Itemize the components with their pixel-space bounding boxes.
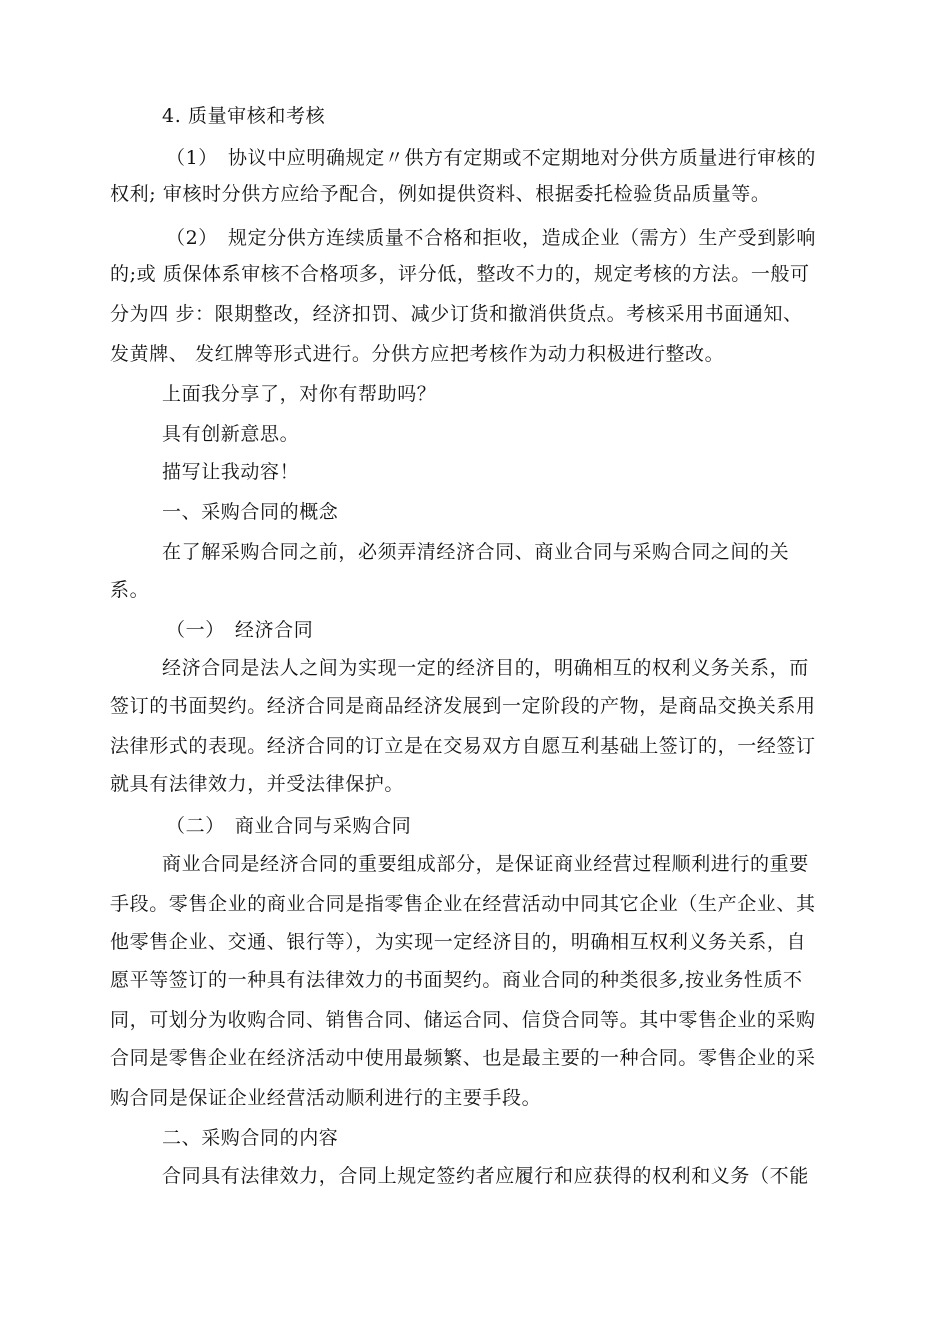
subheading-commercial-contract: （二） 商业合同与采购合同: [166, 815, 412, 837]
paragraph-line: 经济合同是法人之间为实现一定的经济目的，明确相互的权利义务关系，而: [162, 657, 809, 679]
section-heading-concept: 一、采购合同的概念: [162, 501, 339, 523]
paragraph-line: 同，可划分为收购合同、销售合同、储运合同、信贷合同等。其中零售企业的采购: [110, 1009, 816, 1031]
paragraph-line: 就具有法律效力，并受法律保护。: [110, 773, 405, 795]
paragraph-line: （2） 规定分供方连续质量不合格和拒收，造成企业（需方）生产受到影响: [166, 227, 816, 249]
paragraph-line: 签订的书面契约。经济合同是商品经济发展到一定阶段的产物，是商品交换关系用: [110, 695, 816, 717]
paragraph-line: 描写让我动容！: [162, 461, 300, 483]
heading-quality-audit: 4. 质量审核和考核: [162, 105, 326, 127]
paragraph-line: 具有创新意思。: [162, 423, 300, 445]
paragraph-line: 在了解采购合同之前，必须弄清经济合同、商业合同与采购合同之间的关: [162, 541, 790, 563]
paragraph-line: 他零售企业、交通、银行等），为实现一定经济目的，明确相互权利义务关系，自: [110, 931, 807, 953]
paragraph-line: 商业合同是经济合同的重要组成部分，是保证商业经营过程顺利进行的重要: [162, 853, 809, 875]
paragraph-line: 合同是零售企业在经济活动中使用最频繁、也是最主要的一种合同。零售企业的采: [110, 1047, 816, 1069]
paragraph-line: 愿平等签订的一种具有法律效力的书面契约。商业合同的种类很多,按业务性质不: [110, 969, 803, 991]
paragraph-line: 购合同是保证企业经营活动顺利进行的主要手段。: [110, 1087, 542, 1109]
paragraph-line: 系。: [110, 579, 150, 601]
paragraph-line: 法律形式的表现。经济合同的订立是在交易双方自愿互利基础上签订的，一经签订: [110, 735, 816, 757]
paragraph-line: 手段。零售企业的商业合同是指零售企业在经营活动中同其它企业（生产企业、其: [110, 893, 816, 915]
paragraph-line: （1） 协议中应明确规定〃供方有定期或不定期地对分供方质量进行审核的: [166, 147, 816, 169]
section-heading-content: 二、采购合同的内容: [162, 1127, 339, 1149]
paragraph-line: 权利; 审核时分供方应给予配合，例如提供资料、根据委托检验货品质量等。: [110, 183, 771, 205]
paragraph-line: 合同具有法律效力，合同上规定签约者应履行和应获得的权利和义务（不能: [162, 1165, 809, 1187]
paragraph-line: 发黄牌、 发红牌等形式进行。分供方应把考核作为动力积极进行整改。: [110, 343, 725, 365]
subheading-economic-contract: （一） 经济合同: [166, 619, 314, 641]
paragraph-line: 上面我分享了，对你有帮助吗？: [162, 383, 437, 405]
paragraph-line: 的;或 质保体系审核不合格项多，评分低，整改不力的，规定考核的方法。一般可: [110, 263, 810, 285]
paragraph-line: 分为四 步：限期整改，经济扣罚、减少订货和撤消供货点。考核采用书面通知、: [110, 303, 803, 325]
